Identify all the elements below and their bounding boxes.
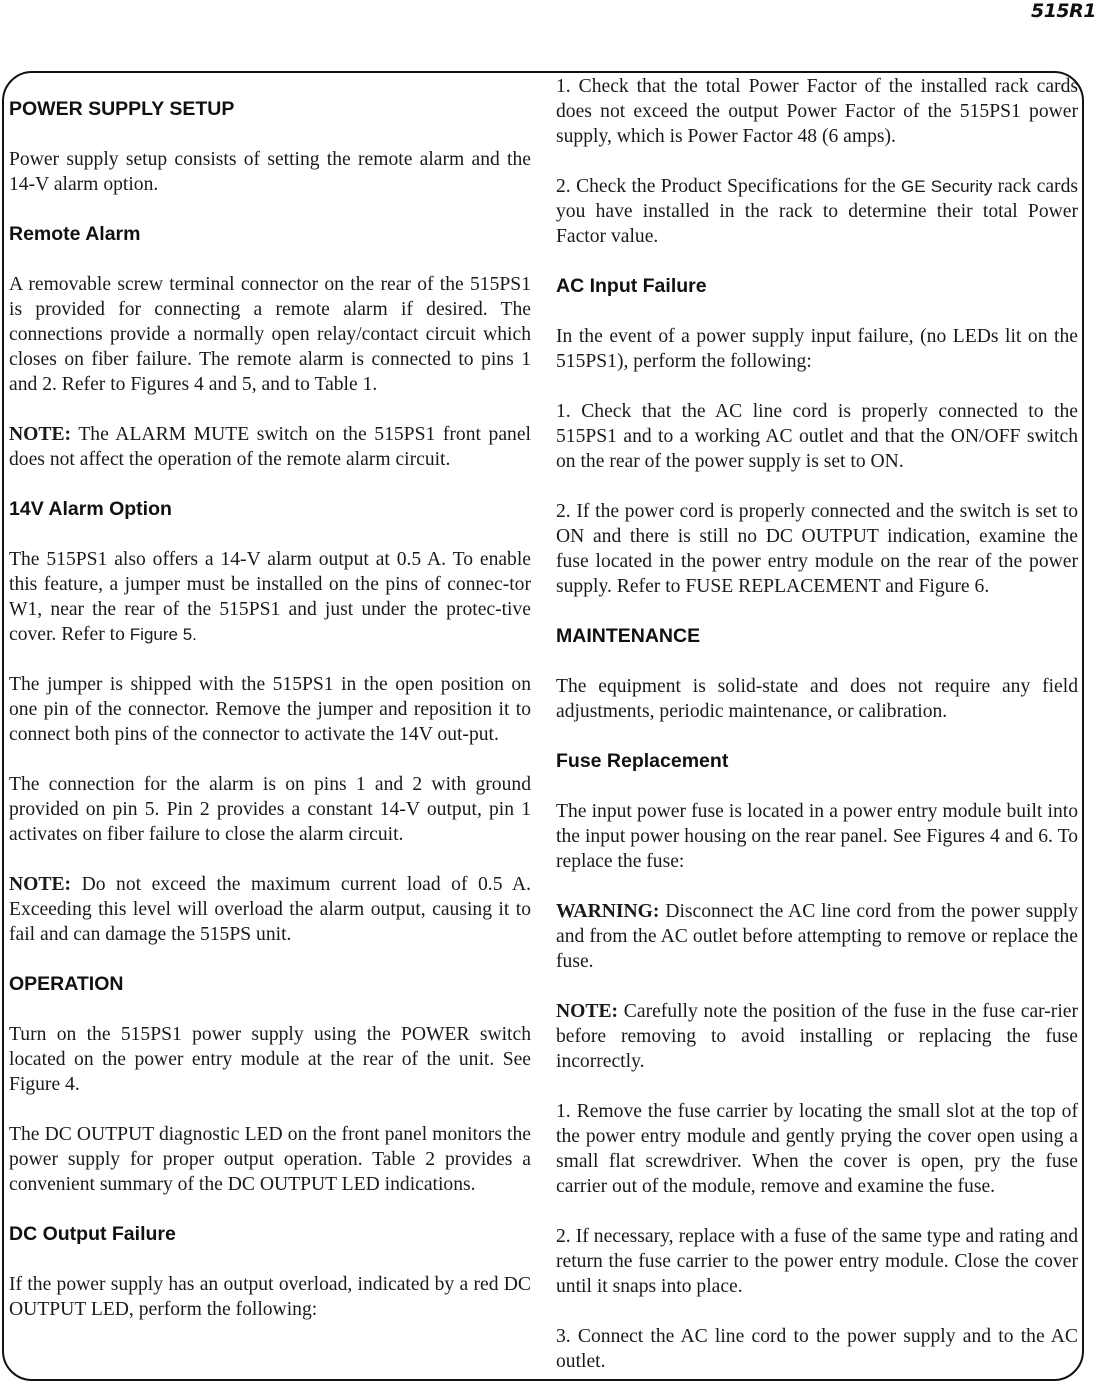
- step-check-line-cord: 1. Check that the AC line cord is properly connected to the 515PS1 and to a working AC outlet and that the ON/OFF switch on the rear of the power supply is set to ON.: [556, 401, 1078, 472]
- paragraph-14v-alarm: [9, 547, 531, 647]
- note-current-load: [9, 872, 531, 947]
- step-replace-fuse: 2. If necessary, replace with a fuse of the same type and rating and return the fuse carrier to the power entry module. Close the cover until it snaps into place.: [556, 1226, 1078, 1297]
- step-connect-line-cord: 3. Connect the AC line cord to the power supply and to the AC outlet.: [556, 1326, 1078, 1372]
- left-column: [9, 97, 531, 1347]
- note-text: Do not exceed the maximum current load of 0.5 A. Exceeding this level will overload the alarm output, causing it to fail and can damage the 515PS unit.: [9, 874, 531, 945]
- note-text: Carefully note the position of the fuse in the fuse car-rier before removing to avoid installing or replacing the fuse incorrectly.: [556, 1001, 1078, 1072]
- note-fuse-position: [556, 999, 1078, 1074]
- step-text: rack cards you have installed in the rack to determine their total Power Factor value.: [556, 176, 1078, 247]
- paragraph-operation: Turn on the 515PS1 power supply using the POWER switch located on the power entry module at the rear of the unit. See Figure 4.: [9, 1024, 531, 1095]
- paragraph-ac-input-failure: In the event of a power supply input failure, (no LEDs lit on the 515PS1), perform the following:: [556, 326, 1078, 372]
- heading-maintenance: MAINTENANCE: [556, 625, 701, 647]
- warning-text: Disconnect the AC line cord from the power supply and from the AC outlet before attempting to remove or replace the fuse.: [556, 901, 1078, 972]
- note-label: NOTE:: [556, 1001, 619, 1022]
- right-column: [556, 74, 1078, 1399]
- paragraph-dc-output-led: The DC OUTPUT diagnostic LED on the front panel monitors the power supply for proper output operation. Table 2 provides a convenient summary of the DC OUTPUT LED indications.: [9, 1124, 531, 1195]
- heading-dc-output-failure: DC Output Failure: [9, 1223, 176, 1245]
- step-examine-fuse: 2. If the power cord is properly connected and the switch is set to ON and there is still no DC OUTPUT indication, examine the fuse located in the power entry module on the rear of the power supply. Refer to FUSE REPLACEMENT and Figure 6.: [556, 501, 1078, 597]
- paragraph-remote-alarm: A removable screw terminal connector on the rear of the 515PS1 is provided for connecting a remote alarm if desired. The connections provide a normally open relay/contact circuit which closes on fiber failure. The remote alarm is connected to pins 1 and 2. Refer to Figures 4 and 5, and to Table 1.: [9, 274, 531, 395]
- note-alarm-mute: [9, 422, 531, 472]
- warning-disconnect: [556, 899, 1078, 974]
- brand-name: GE Security: [901, 177, 993, 196]
- note-label: NOTE:: [9, 424, 72, 445]
- warning-label: WARNING:: [556, 901, 660, 922]
- paragraph-text: The 515PS1 also offers a 14-V alarm output at 0.5 A. To enable this feature, a jumper must be installed on the pins of connec-tor W1, near the rear of the 515PS1 and just under the protec-tive cover. Refer to: [9, 549, 531, 645]
- step-remove-fuse-carrier: 1. Remove the fuse carrier by locating the small slot at the top of the power entry module and gently prying the cover open using a small flat screwdriver. When the cover is open, pry the fuse carrier out of the module, remove and examine the fuse.: [556, 1101, 1078, 1197]
- heading-operation: OPERATION: [9, 973, 124, 995]
- step-check-power-factor: 1. Check that the total Power Factor of the installed rack cards does not exceed the output Power Factor of the 515PS1 power supply, which is Power Factor 48 (6 amps).: [556, 76, 1078, 147]
- note-text: The ALARM MUTE switch on the 515PS1 front panel does not affect the operation of the remote alarm circuit.: [9, 424, 531, 470]
- paragraph-setup: Power supply setup consists of setting the remote alarm and the 14-V alarm option.: [9, 149, 531, 195]
- heading-remote-alarm: Remote Alarm: [9, 223, 141, 245]
- heading-power-supply-setup: POWER SUPPLY SETUP: [9, 98, 235, 120]
- step-check-specifications: [556, 174, 1078, 249]
- heading-14v-alarm-option: 14V Alarm Option: [9, 498, 172, 520]
- heading-fuse-replacement: Fuse Replacement: [556, 750, 729, 772]
- paragraph-alarm-connection: The connection for the alarm is on pins 1 and 2 with ground provided on pin 5. Pin 2 provides a constant 14-V output, pin 1 activates on fiber failure to close the alarm circuit.: [9, 774, 531, 845]
- paragraph-maintenance: The equipment is solid-state and does not require any field adjustments, periodic maintenance, or calibration.: [556, 676, 1078, 722]
- heading-ac-input-failure: AC Input Failure: [556, 275, 707, 297]
- paragraph-fuse-replacement: The input power fuse is located in a power entry module built into the input power housing on the rear panel. See Figures 4 and 6. To replace the fuse:: [556, 801, 1078, 872]
- document-id: 515R1: [1030, 0, 1096, 22]
- note-label: NOTE:: [9, 874, 72, 895]
- figure-reference: Figure 5.: [129, 625, 197, 644]
- step-text: 2. Check the Product Specifications for the: [556, 176, 902, 197]
- paragraph-dc-output-failure: If the power supply has an output overload, indicated by a red DC OUTPUT LED, perform the following:: [9, 1274, 531, 1320]
- paragraph-jumper: The jumper is shipped with the 515PS1 in the open position on one pin of the connector. Remove the jumper and reposition it to connect both pins of the connector to activate the 14V out-put.: [9, 674, 531, 745]
